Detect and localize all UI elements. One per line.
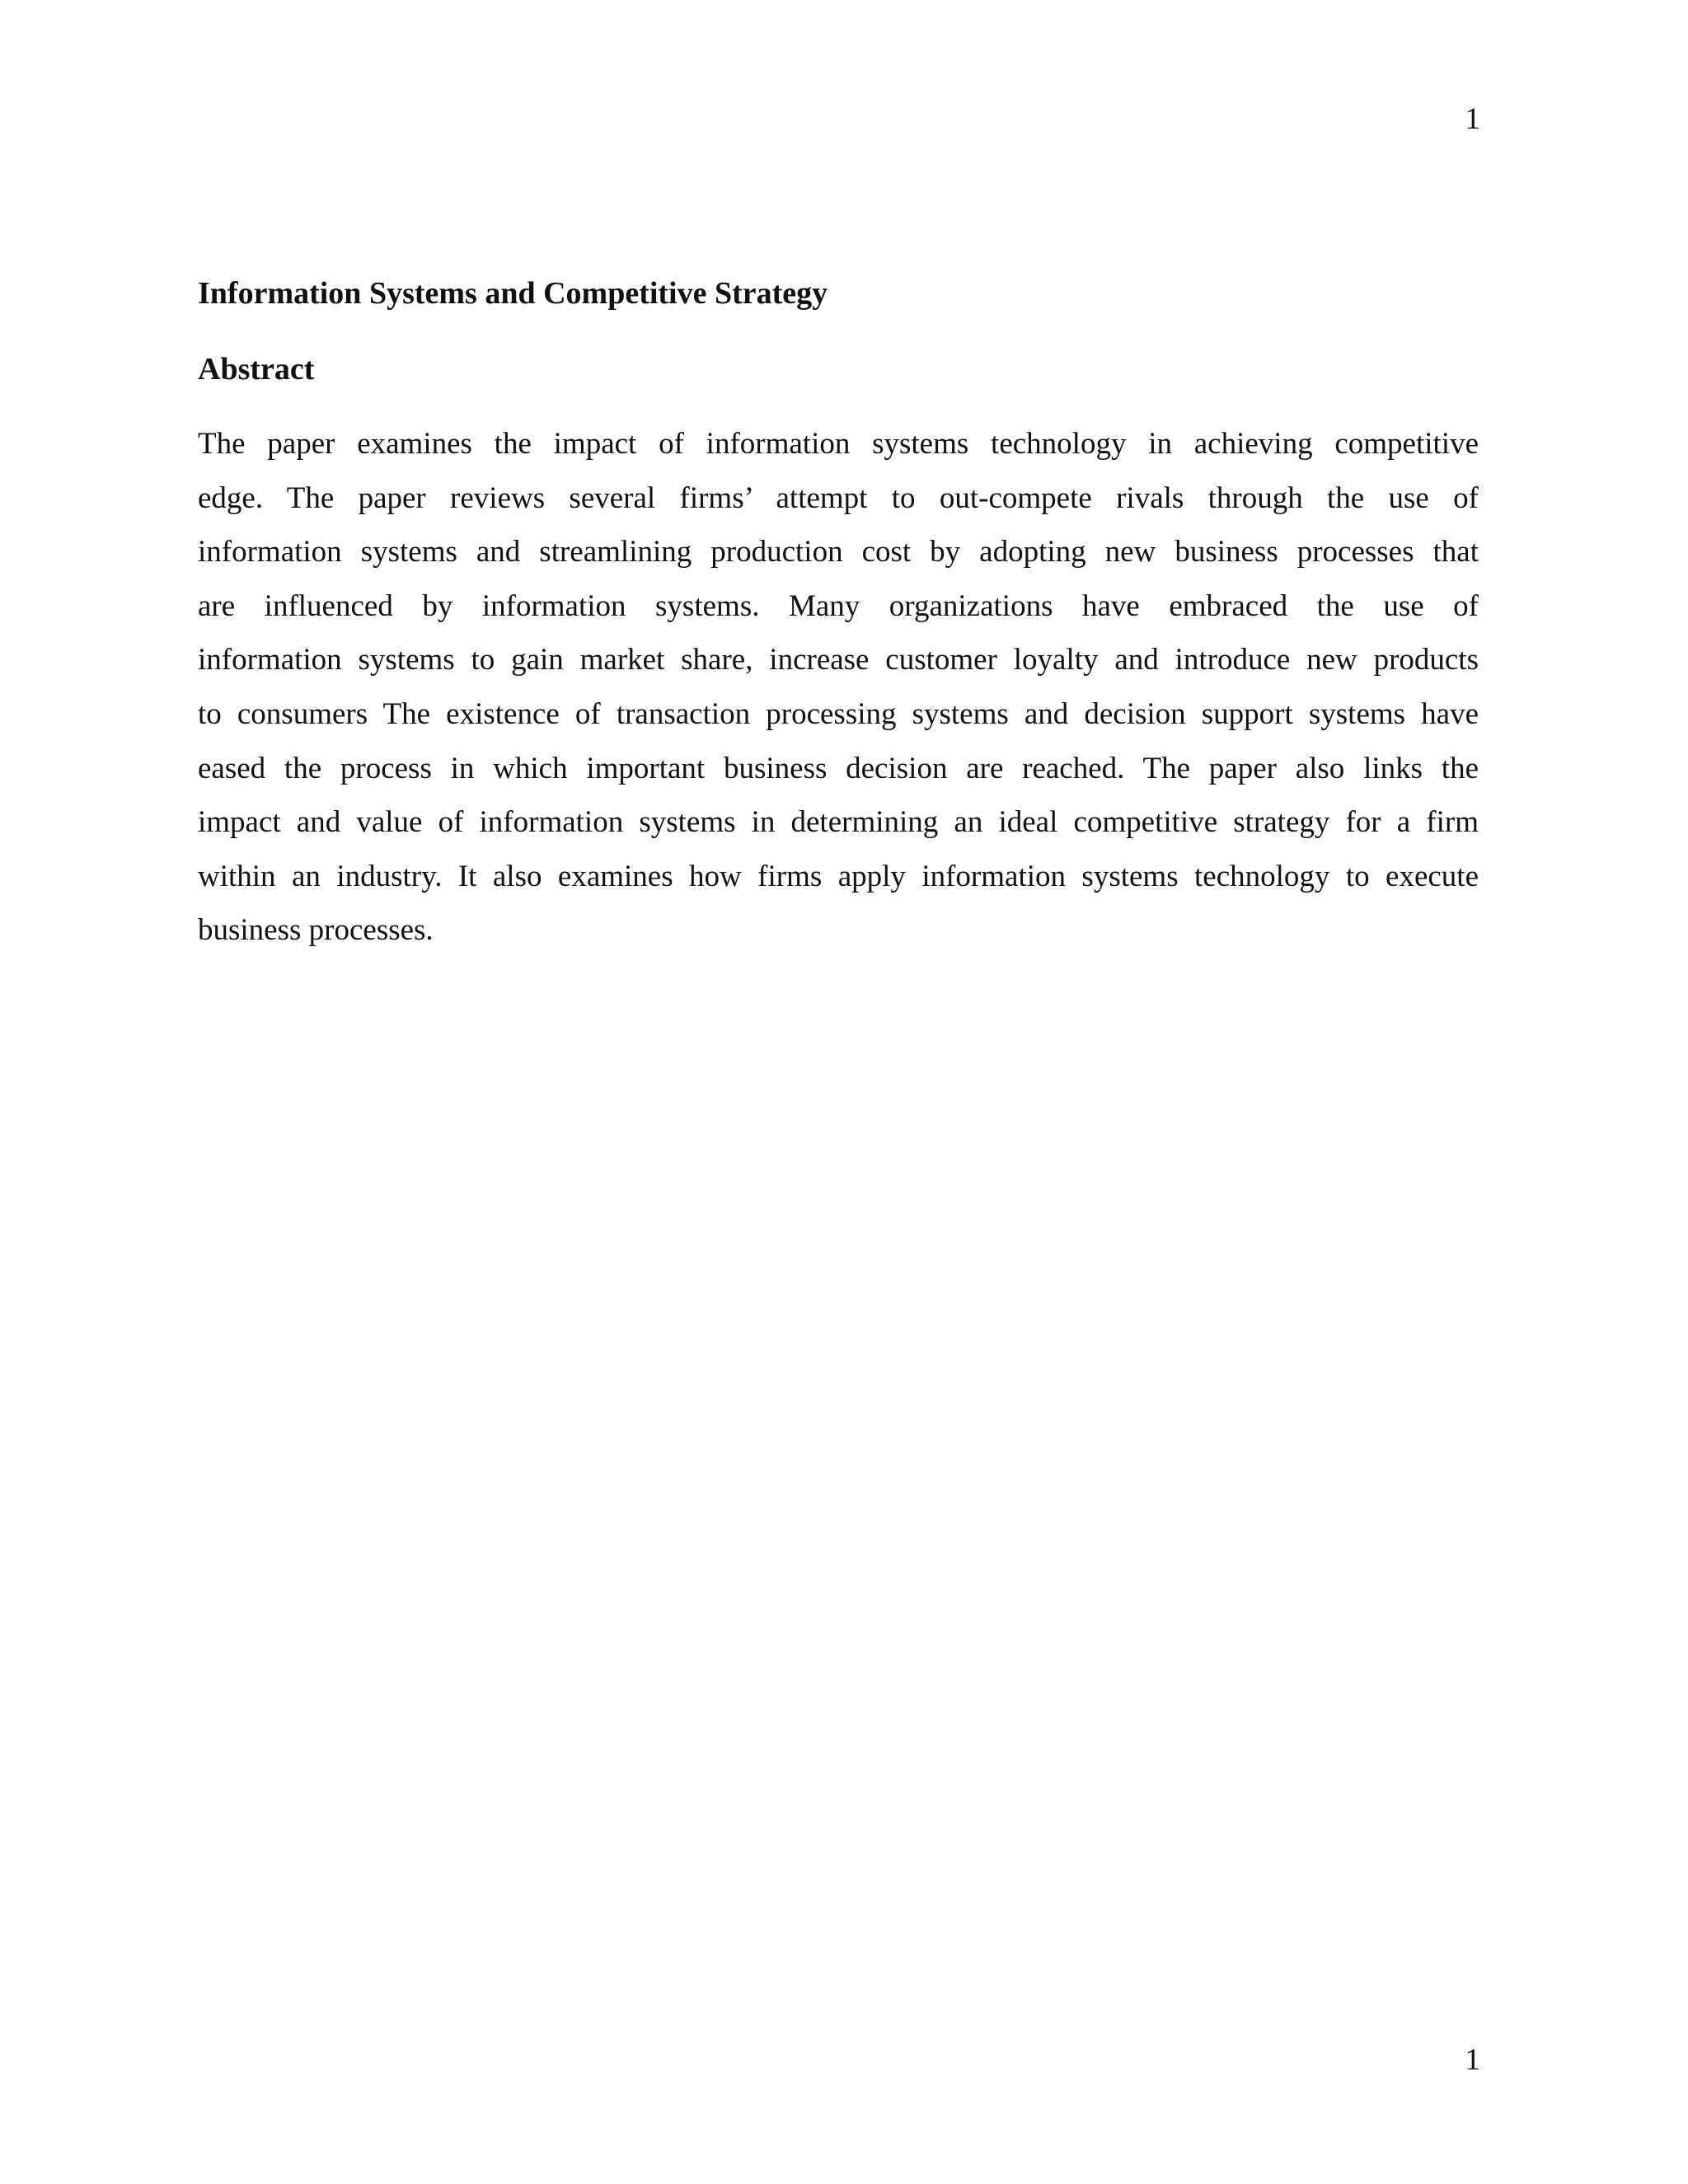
abstract-line: The paper examines the impact of information systems technology in achieving competitive	[198, 427, 1479, 461]
abstract-line: business processes.	[198, 913, 434, 948]
abstract-line: information systems to gain market share, increase customer loyalty and introduce new products	[198, 643, 1479, 677]
abstract-line: are influenced by information systems. Many organizations have embraced the use of	[198, 588, 1479, 623]
page-number-top: 1	[1465, 102, 1480, 136]
abstract-paragraph	[198, 406, 1479, 968]
abstract-line: edge. The paper reviews several firms’ attempt to out-compete rivals through the use of	[198, 480, 1479, 515]
page-number-bottom: 1	[1465, 2043, 1480, 2077]
abstract-line: within an industry. It also examines how firms apply information systems technology to execute	[198, 859, 1479, 893]
document-body	[198, 272, 1479, 968]
abstract-heading: Abstract	[198, 352, 315, 387]
abstract-line: impact and value of information systems in determining an ideal competitive strategy for a firm	[198, 805, 1479, 840]
document-title: Information Systems and Competitive Strategy	[198, 276, 828, 311]
abstract-line: information systems and streamlining production cost by adopting new business processes that	[198, 535, 1479, 569]
abstract-line: eased the process in which important business decision are reached. The paper also links the	[198, 751, 1479, 785]
abstract-line: to consumers The existence of transaction processing systems and decision support systems have	[198, 696, 1479, 731]
